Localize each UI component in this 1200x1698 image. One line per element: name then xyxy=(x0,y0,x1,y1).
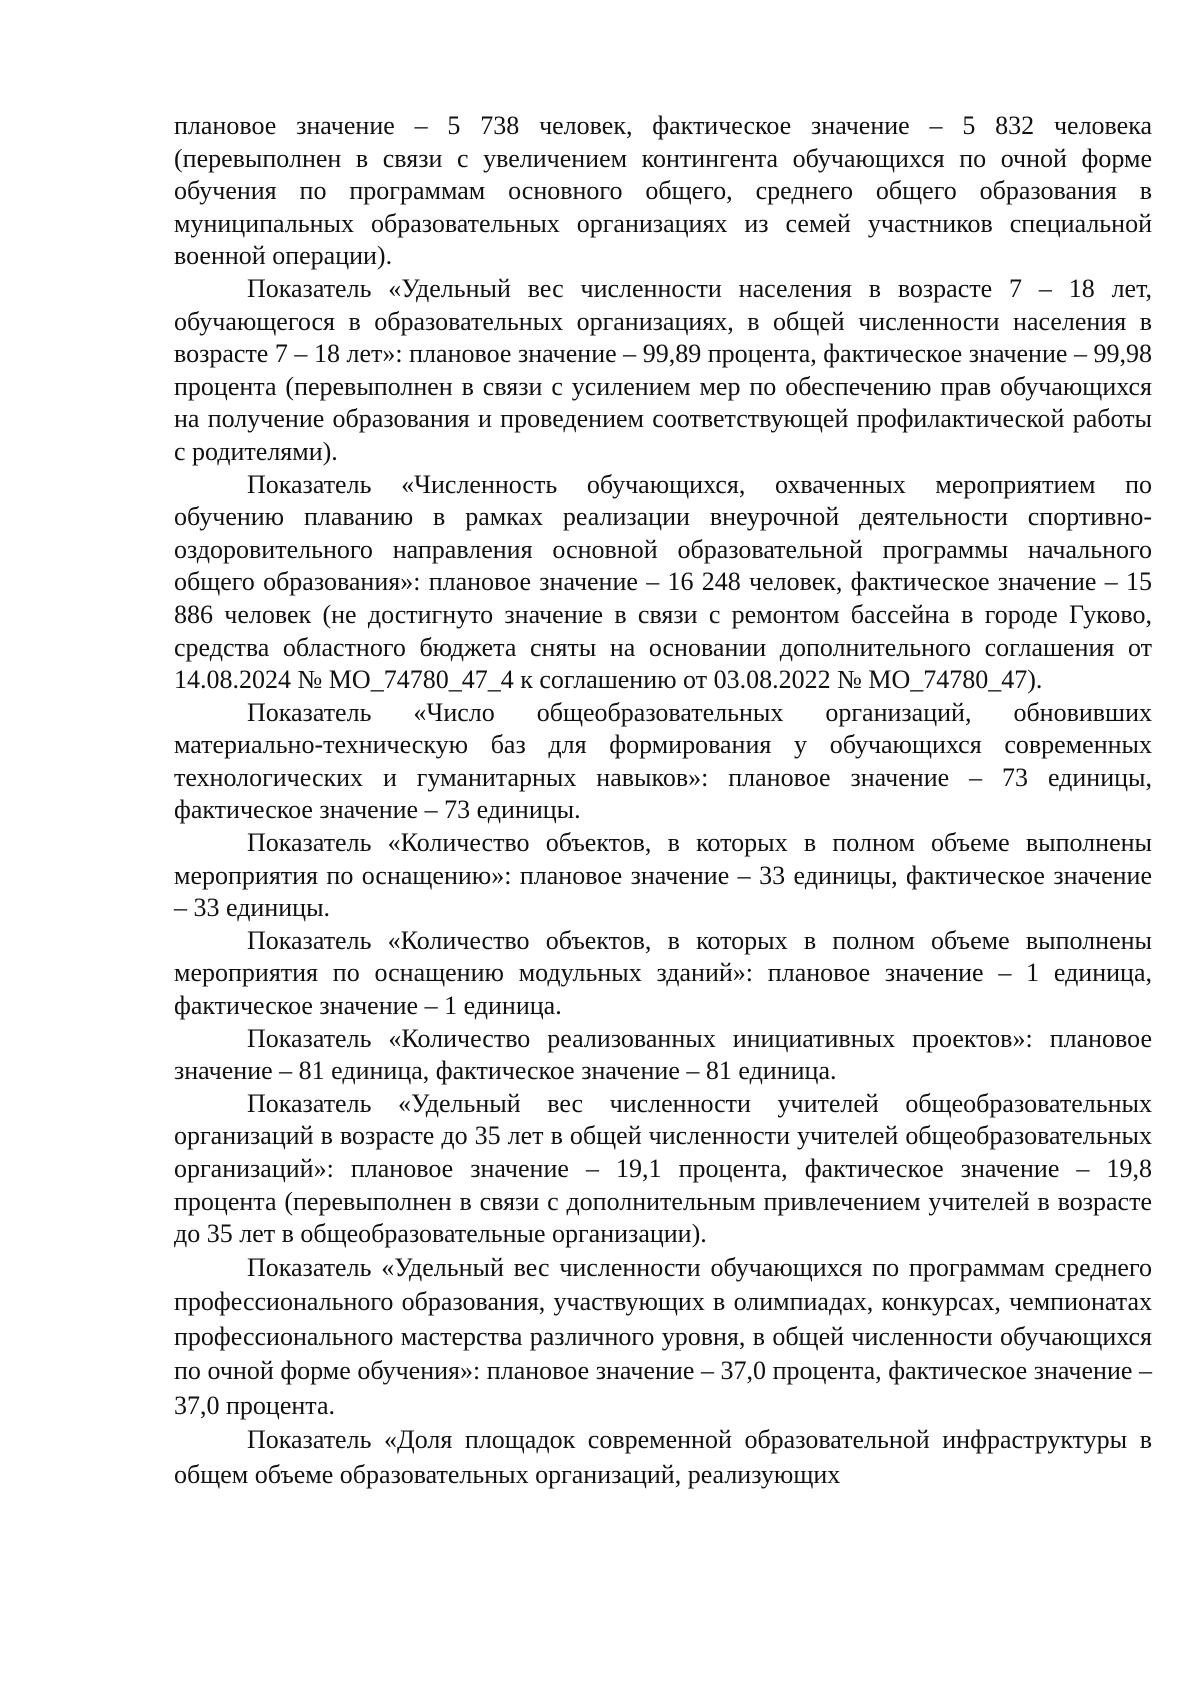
document-page xyxy=(174,110,1152,1492)
paragraph-3: Показатель «Численность обучающихся, охваченных мероприятием по обучению плаванию в рамках реализации внеурочной деятельности спортивно-оздоровительного направления основной образовательной программы начального общего образования»: плановое значение – 16 248 человек, фактическое значение – 15 886 человек (не достигнуто значение в связи с ремонтом бассейна в городе Гуково, средства областного бюджета сняты на основании дополнительного соглашения от 14.08.2024 № МО_74780_47_4 к соглашению от 03.08.2022 № МО_74780_47). xyxy=(174,469,1152,695)
paragraph-10: Показатель «Доля площадок современной образовательной инфраструктуры в общем объеме образовательных организаций, реализующих xyxy=(174,1425,1152,1489)
paragraph-8: Показатель «Удельный вес численности учителей общеобразовательных организаций в возрасте до 35 лет в общей численности учителей общеобразовательных организаций»: плановое значение – 19,1 процента, фактическое значение – 19,8 процента (перевыполнен в связи с дополнительным привлечением учителей в возрасте до 35 лет в общеобразовательные организации). xyxy=(174,1088,1152,1249)
paragraph-2: Показатель «Удельный вес численности населения в возрасте 7 – 18 лет, обучающегося в образовательных организациях, в общей численности населения в возрасте 7 – 18 лет»: плановое значение – 99,89 процента, фактическое значение – 99,98 процента (перевыполнен в связи с усилением мер по обеспечению прав обучающихся на получение образования и проведением соответствующей профилактической работы с родителями). xyxy=(174,273,1152,466)
paragraph-6: Показатель «Количество объектов, в которых в полном объеме выполнены мероприятия по оснащению модульных зданий»: плановое значение – 1 единица, фактическое значение – 1 единица. xyxy=(174,925,1152,1021)
paragraph-9: Показатель «Удельный вес численности обучающихся по программам среднего профессионального образования, участвующих в олимпиадах, конкурсах, чемпионатах профессионального мастерства различного уровня, в общей численности обучающихся по очной форме обучения»: плановое значение – 37,0 процента, фактическое значение – 37,0 процента. xyxy=(174,1252,1152,1420)
paragraph-1: плановое значение – 5 738 человек, фактическое значение – 5 832 человека (перевыполнен в связи с увеличением контингента обучающихся по очной форме обучения по программам основного общего, среднего общего образования в муниципальных образовательных организациях из семей участников специальной военной операции). xyxy=(174,111,1152,271)
paragraph-5: Показатель «Количество объектов, в которых в полном объеме выполнены мероприятия по оснащению»: плановое значение – 33 единицы, фактическое значение – 33 единицы. xyxy=(174,828,1152,923)
paragraph-4: Показатель «Число общеобразовательных организаций, обновивших материально-техническую баз для формирования у обучающихся современных технологических и гуманитарных навыков»: плановое значение – 73 единицы, фактическое значение – 73 единицы. xyxy=(174,697,1152,825)
paragraph-7: Показатель «Количество реализованных инициативных проектов»: плановое значение – 81 единица, фактическое значение – 81 единица. xyxy=(174,1023,1152,1086)
